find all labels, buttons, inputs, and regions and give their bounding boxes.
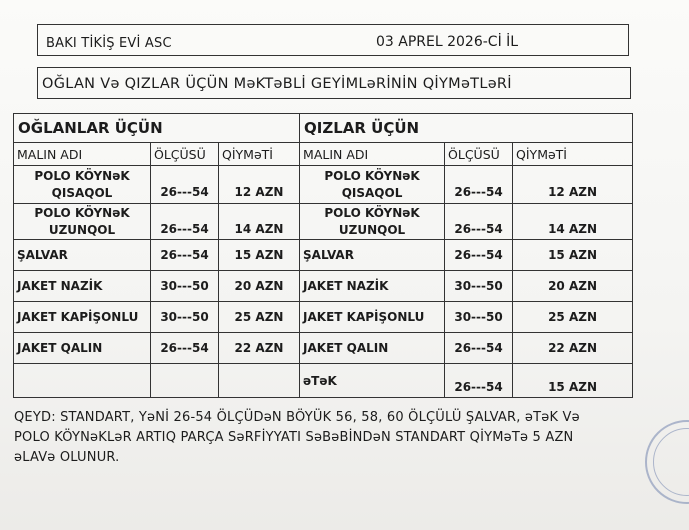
table-row bbox=[14, 166, 633, 204]
boys-item-price: 22 AZN bbox=[219, 333, 300, 364]
title-box bbox=[37, 67, 631, 99]
girls-item-price: 20 AZN bbox=[513, 271, 633, 302]
girls-item-name: JAKET KAPİŞONLU bbox=[300, 302, 445, 333]
girls-item-name: əTəK bbox=[300, 364, 445, 398]
table-row bbox=[14, 240, 633, 271]
girls-item-price: 25 AZN bbox=[513, 302, 633, 333]
girls-item-price: 14 AZN bbox=[513, 204, 633, 240]
item-name-line: UZUNQOL bbox=[48, 222, 116, 237]
girls-col-size: ÖLÇÜSÜ bbox=[445, 143, 513, 166]
boys-item-price: 15 AZN bbox=[219, 240, 300, 271]
girls-item-size: 26---54 bbox=[445, 166, 513, 204]
item-name-line: POLO KÖYNəK bbox=[34, 168, 130, 183]
girls-item-name: JAKET QALIN bbox=[300, 333, 445, 364]
item-name-line: POLO KÖYNəK bbox=[324, 205, 420, 220]
boys-item-size: 26---54 bbox=[151, 166, 219, 204]
item-name-line: QISAQOL bbox=[51, 185, 113, 200]
boys-item-size: 30---50 bbox=[151, 271, 219, 302]
girls-item-name bbox=[300, 204, 445, 240]
girls-item-price: 15 AZN bbox=[513, 364, 633, 398]
girls-section-heading: QIZLAR ÜÇÜN bbox=[300, 114, 633, 143]
price-table bbox=[13, 113, 633, 398]
empty-cell bbox=[14, 364, 151, 398]
girls-item-name: JAKET NAZİK bbox=[300, 271, 445, 302]
empty-cell bbox=[219, 364, 300, 398]
boys-item-size: 26---54 bbox=[151, 240, 219, 271]
note-line: POLO KÖYNəKLəR ARTIQ PARÇA SəRFİYYATI SəBəBİNDəN STANDART QİYMəTə 5 AZN bbox=[14, 430, 574, 445]
table-row bbox=[14, 364, 633, 398]
boys-item-price: 20 AZN bbox=[219, 271, 300, 302]
table-row bbox=[14, 204, 633, 240]
note-line: QEYD: STANDART, YəNİ 26-54 ÖLÇÜDəN BÖYÜK 56, 58, 60 ÖLÇÜLÜ ŞALVAR, əTəK Və bbox=[14, 410, 580, 425]
boys-item-price: 25 AZN bbox=[219, 302, 300, 333]
girls-item-size: 26---54 bbox=[445, 333, 513, 364]
boys-item-name: JAKET QALIN bbox=[14, 333, 151, 364]
girls-item-name: ŞALVAR bbox=[300, 240, 445, 271]
company-name: BAKI TİKİŞ EVİ ASC bbox=[46, 36, 172, 51]
item-name-line: QISAQOL bbox=[341, 185, 403, 200]
girls-item-size: 26---54 bbox=[445, 364, 513, 398]
boys-section-heading: OĞLANLAR ÜÇÜN bbox=[14, 114, 300, 143]
item-name-line: POLO KÖYNəK bbox=[34, 205, 130, 220]
girls-item-size: 26---54 bbox=[445, 204, 513, 240]
boys-col-name: MALIN ADI bbox=[14, 143, 151, 166]
boys-item-name bbox=[14, 166, 151, 204]
girls-item-size: 30---50 bbox=[445, 302, 513, 333]
boys-item-name: JAKET KAPİŞONLU bbox=[14, 302, 151, 333]
girls-col-name: MALIN ADI bbox=[300, 143, 445, 166]
table-row bbox=[14, 302, 633, 333]
note-block bbox=[14, 408, 664, 468]
girls-item-size: 26---54 bbox=[445, 240, 513, 271]
girls-col-price: QİYMəTİ bbox=[513, 143, 633, 166]
girls-item-name bbox=[300, 166, 445, 204]
item-name-line: UZUNQOL bbox=[338, 222, 406, 237]
item-name-line: POLO KÖYNəK bbox=[324, 168, 420, 183]
girls-item-price: 22 AZN bbox=[513, 333, 633, 364]
document-date: 03 APREL 2026-Cİ İL bbox=[376, 34, 519, 50]
boys-item-name: JAKET NAZİK bbox=[14, 271, 151, 302]
boys-item-price: 14 AZN bbox=[219, 204, 300, 240]
table-row bbox=[14, 271, 633, 302]
boys-item-size: 26---54 bbox=[151, 204, 219, 240]
boys-col-price: QİYMəTİ bbox=[219, 143, 300, 166]
header-box bbox=[37, 24, 629, 56]
boys-item-name bbox=[14, 204, 151, 240]
seal-inner-ring bbox=[653, 428, 689, 496]
boys-item-name: ŞALVAR bbox=[14, 240, 151, 271]
note-line: əLAVə OLUNUR. bbox=[14, 450, 120, 465]
empty-cell bbox=[151, 364, 219, 398]
girls-item-price: 12 AZN bbox=[513, 166, 633, 204]
document-title: OĞLAN Və QIZLAR ÜÇÜN MəKTəBLİ GEYİMLəRİNİN QİYMəTLəRİ bbox=[42, 76, 512, 92]
boys-item-size: 30---50 bbox=[151, 302, 219, 333]
boys-item-size: 26---54 bbox=[151, 333, 219, 364]
girls-item-size: 30---50 bbox=[445, 271, 513, 302]
girls-item-price: 15 AZN bbox=[513, 240, 633, 271]
table-row bbox=[14, 333, 633, 364]
boys-item-price: 12 AZN bbox=[219, 166, 300, 204]
boys-col-size: ÖLÇÜSÜ bbox=[151, 143, 219, 166]
